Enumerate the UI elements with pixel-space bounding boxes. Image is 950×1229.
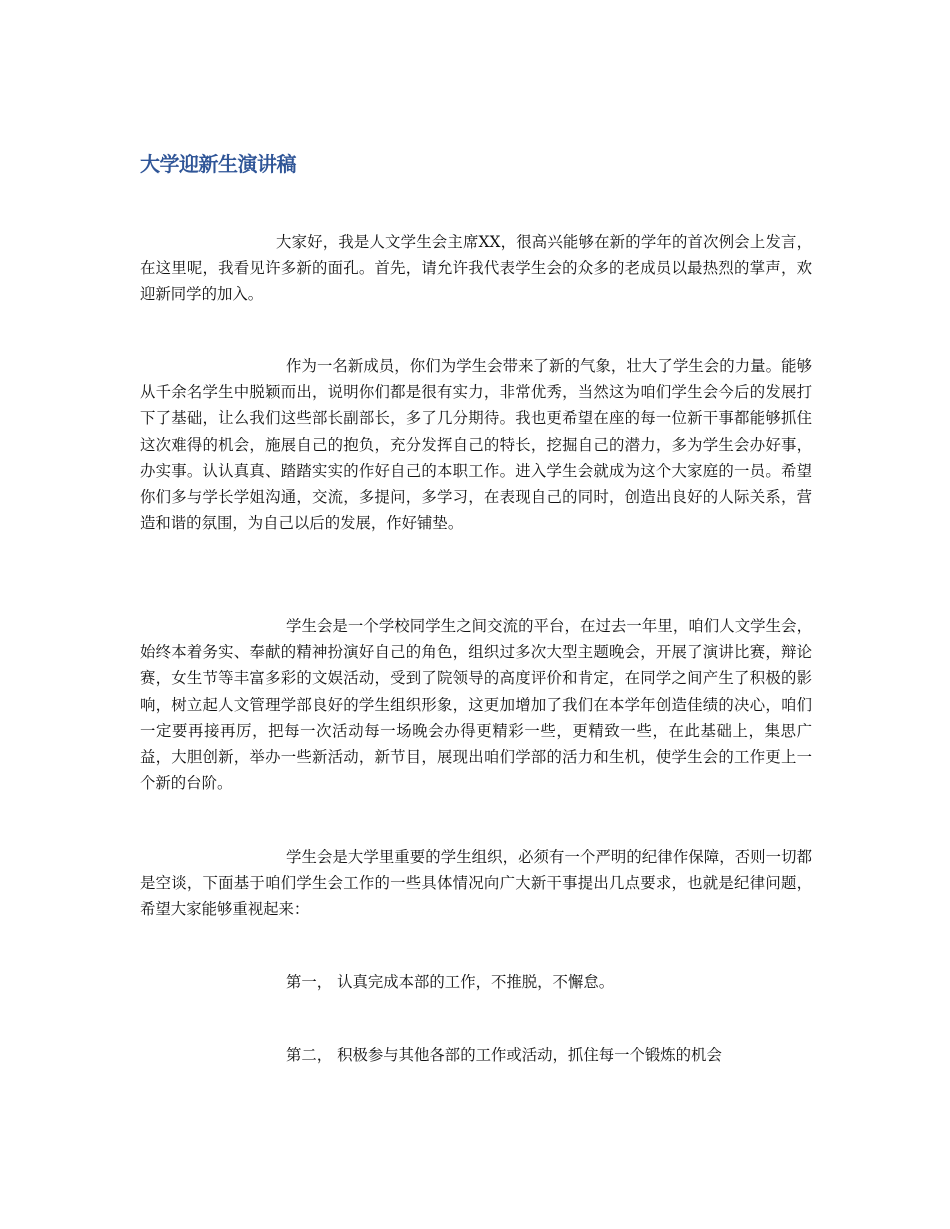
document-title: 大学迎新生演讲稿 [140,152,296,176]
requirement-item-2: 第二， 积极参与其他各部的工作或活动，抓住每一个锻炼的机会 [286,1046,722,1064]
paragraph-discipline: 学生会是大学里重要的学生组织，必须有一个严明的纪律作保障，否则一切都是空谈，下面基于咱们学生会工作的一些具体情况向广大新干事提出几点要求，也就是纪律问题，希望大家能够重视起来： [140,848,812,919]
paragraph-greeting: 大家好，我是人文学生会主席XX，很高兴能够在新的学年的首次例会上发言，在这里呢，我看见许多新的面孔。首先，请允许我代表学生会的众多的老成员以最热烈的掌声，欢迎新同学的加入。 [140,233,812,304]
paragraph-student-union-platform: 学生会是一个学校同学生之间交流的平台，在过去一年里，咱们人文学生会，始终本着务实、奉献的精神扮演好自己的角色，组织过多次大型主题晚会，开展了演讲比赛，辩论赛，女生节等丰富多彩的文娱活动，受到了院领导的高度评价和肯定，在同学之间产生了积极的影响，树立起人文管理学部良好的学生组织形象，这更加增加了我们在本学年创造佳绩的决心，咱们一定要再接再厉，把每一次活动每一场晚会办得更精彩一些，更精致一些，在此基础上，集思广益，大胆创新，举办一些新活动，新节目，展现出咱们学部的活力和生机，使学生会的工作更上一个新的台阶。 [140,617,812,793]
requirement-item-1: 第一， 认真完成本部的工作，不推脱，不懈怠。 [286,973,615,991]
paragraph-new-members: 作为一名新成员，你们为学生会带来了新的气象，壮大了学生会的力量。能够从千余名学生中脱颖而出，说明你们都是很有实力，非常优秀，当然这为咱们学生会今后的发展打下了基础，让么我们这些部长副部长，多了几分期待。我也更希望在座的每一位新干事都能够抓住这次难得的机会，施展自己的抱负，充分发挥自己的特长，挖掘自己的潜力，多为学生会办好事，办实事。认认真真、踏踏实实的作好自己的本职工作。进入学生会就成为这个大家庭的一员。希望你们多与学长学姐沟通，交流，多提问，多学习，在表现自己的同时，创造出良好的人际关系，营造和谐的氛围，为自己以后的发展，作好铺垫。 [140,357,812,533]
